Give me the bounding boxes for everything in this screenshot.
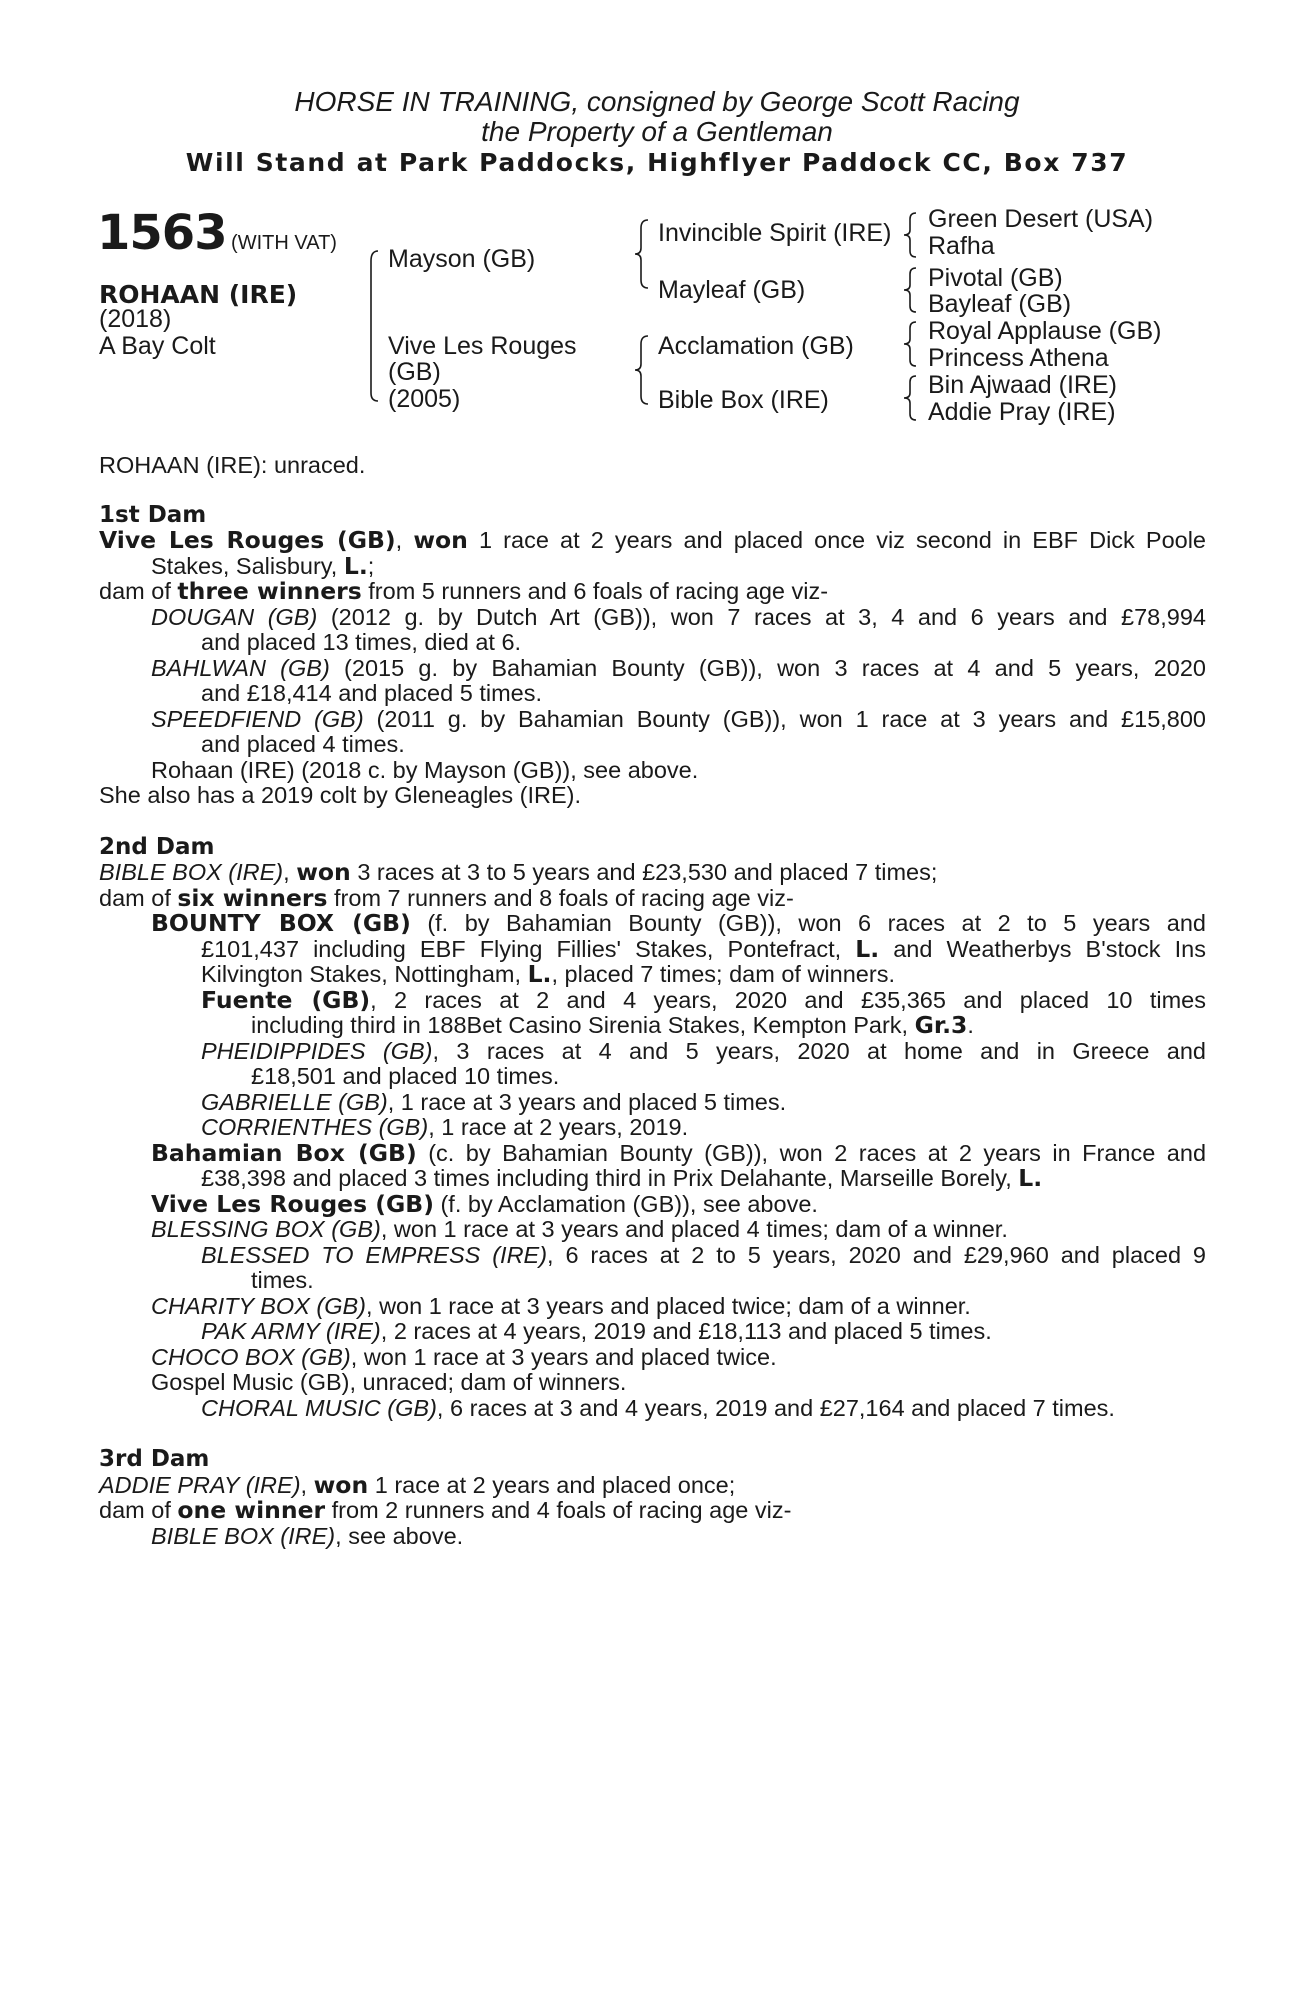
g4-bracket (902, 374, 922, 424)
second-dam-line: Bahamian Box (GB) (c. by Bahamian Bounty (GB)), won 2 races at 2 years in France and (151, 1138, 1207, 1167)
grand-2: Rafha (928, 232, 995, 260)
second-dam-line: CHORAL MUSIC (GB), 6 races at 3 and 4 years, 2019 and £27,164 and placed 7 times. (201, 1394, 1115, 1421)
dam-sire: Acclamation (GB) (658, 332, 854, 360)
sire-dam-bracket (368, 243, 380, 403)
third-dam-line: ADDIE PRAY (IRE), won 1 race at 2 years and placed once; (99, 1470, 736, 1499)
first-dam-heading: 1st Dam (99, 501, 207, 528)
dam-line-2: (GB) (388, 358, 441, 386)
second-dam-line: dam of six winners from 7 runners and 8 foals of racing age viz- (99, 883, 794, 912)
sire-line-bracket (634, 218, 654, 290)
sire-sire: Invincible Spirit (IRE) (658, 219, 892, 247)
dam-line-3: (2005) (388, 385, 461, 413)
dam-dam: Bible Box (IRE) (658, 386, 829, 414)
second-dam-line: £38,398 and placed 3 times including third in Prix Delahante, Marseille Borely, L. (201, 1164, 1043, 1192)
grand-8: Addie Pray (IRE) (928, 398, 1116, 426)
intro-line: ROHAAN (IRE): unraced. (99, 452, 366, 478)
second-dam-line: Gospel Music (GB), unraced; dam of winners. (151, 1369, 627, 1395)
grand-4: Bayleaf (GB) (928, 290, 1072, 318)
catalogue-subheading: the Property of a Gentleman (481, 116, 833, 147)
second-dam-line: including third in 188Bet Casino Sirenia Stakes, Kempton Park, Gr.3. (251, 1011, 974, 1039)
sire: Mayson (GB) (388, 245, 536, 273)
grand-3: Pivotal (GB) (928, 264, 1063, 292)
first-dam-line: and placed 4 times. (201, 731, 405, 757)
first-dam-line: DOUGAN (GB) (2012 g. by Dutch Art (GB)), won 7 races at 3, 4 and 6 years and £78,994 (151, 603, 1206, 630)
sire-dam: Mayleaf (GB) (658, 276, 806, 304)
lot-number-block (97, 205, 337, 261)
horse-name: ROHAAN (IRE) (99, 280, 298, 309)
g3-bracket (902, 320, 922, 370)
second-dam-line: BOUNTY BOX (GB) (f. by Bahamian Bounty (GB)), won 6 races at 2 to 5 years and (151, 909, 1206, 937)
dam-line-1: Vive Les Rouges (388, 332, 577, 360)
first-dam-line: She also has a 2019 colt by Gleneagles (IRE). (99, 782, 582, 808)
second-dam-line: CHOCO BOX (GB), won 1 race at 3 years and placed twice. (151, 1343, 777, 1370)
first-dam-line: SPEEDFIEND (GB) (2011 g. by Bahamian Bounty (GB)), won 1 race at 3 years and £15,800 (151, 705, 1206, 732)
second-dam-line: BLESSING BOX (GB), won 1 race at 3 years and placed 4 times; dam of a winner. (151, 1216, 1008, 1242)
first-dam-line: Rohaan (IRE) (2018 c. by Mayson (GB)), see above. (151, 756, 699, 783)
first-dam-line: and placed 13 times, died at 6. (201, 629, 522, 655)
third-dam-line: BIBLE BOX (IRE), see above. (151, 1522, 464, 1549)
second-dam-line: Fuente (GB), 2 races at 2 and 4 years, 2020 and £35,365 and placed 10 times (201, 985, 1206, 1014)
g2-bracket (902, 266, 922, 316)
third-dam-line: dam of one winner from 2 runners and 4 foals of racing age viz- (99, 1496, 792, 1524)
second-dam-line: Kilvington Stakes, Nottingham, L., placed 7 times; dam of winners. (201, 960, 895, 988)
stand-location: Will Stand at Park Paddocks, Highflyer Paddock CC, Box 737 (185, 148, 1129, 177)
g1-bracket (902, 211, 922, 261)
second-dam-line: Vive Les Rouges (GB) (f. by Acclamation (GB)), see above. (151, 1189, 818, 1218)
second-dam-line: BIBLE BOX (IRE), won 3 races at 3 to 5 years and £23,530 and placed 7 times; (99, 858, 938, 886)
foaling-year: (2018) (99, 305, 172, 333)
second-dam-line: £18,501 and placed 10 times. (251, 1063, 560, 1089)
first-dam-line: and £18,414 and placed 5 times. (201, 680, 543, 706)
vat-label: (WITH VAT) (231, 232, 337, 254)
first-dam-line: BAHLWAN (GB) (2015 g. by Bahamian Bounty (GB)), won 3 races at 4 and 5 years, 2020 (151, 654, 1207, 681)
lot-number: 1563 (97, 205, 227, 261)
second-dam-line: times. (251, 1267, 314, 1293)
dam-line-bracket (634, 334, 654, 406)
horse-description: A Bay Colt (99, 332, 216, 360)
second-dam-line: GABRIELLE (GB), 1 race at 3 years and placed 5 times. (201, 1088, 787, 1115)
third-dam-heading: 3rd Dam (99, 1446, 210, 1472)
second-dam-line: CHARITY BOX (GB), won 1 race at 3 years and placed twice; dam of a winner. (151, 1292, 971, 1319)
catalogue-body (99, 453, 1206, 1549)
first-dam-line: Vive Les Rouges (GB), won 1 race at 2 years and placed once viz second in EBF Dick Poole (99, 526, 1207, 554)
grand-1: Green Desert (USA) (928, 205, 1154, 233)
grand-7: Bin Ajwaad (IRE) (928, 371, 1117, 399)
grand-5: Royal Applause (GB) (928, 317, 1162, 345)
second-dam-line: PAK ARMY (IRE), 2 races at 4 years, 2019 and £18,113 and placed 5 times. (201, 1318, 992, 1344)
grand-6: Princess Athena (928, 344, 1109, 372)
second-dam-heading: 2nd Dam (99, 833, 215, 860)
first-dam-line: dam of three winners from 5 runners and 6 foals of racing age viz- (99, 577, 829, 605)
first-dam-line: Stakes, Salisbury, L.; (151, 551, 375, 580)
catalogue-heading: HORSE IN TRAINING, consigned by George Scott Racing (294, 86, 1020, 117)
second-dam-line: CORRIENTHES (GB), 1 race at 2 years, 2019. (201, 1114, 689, 1140)
second-dam-line: £101,437 including EBF Flying Fillies' Stakes, Pontefract, L. and Weatherbys B'stock Ins (201, 934, 1206, 963)
second-dam-line: BLESSED TO EMPRESS (IRE), 6 races at 2 to 5 years, 2020 and £29,960 and placed 9 (201, 1241, 1207, 1268)
second-dam-line: PHEIDIPPIDES (GB), 3 races at 4 and 5 years, 2020 at home and in Greece and (201, 1037, 1206, 1064)
